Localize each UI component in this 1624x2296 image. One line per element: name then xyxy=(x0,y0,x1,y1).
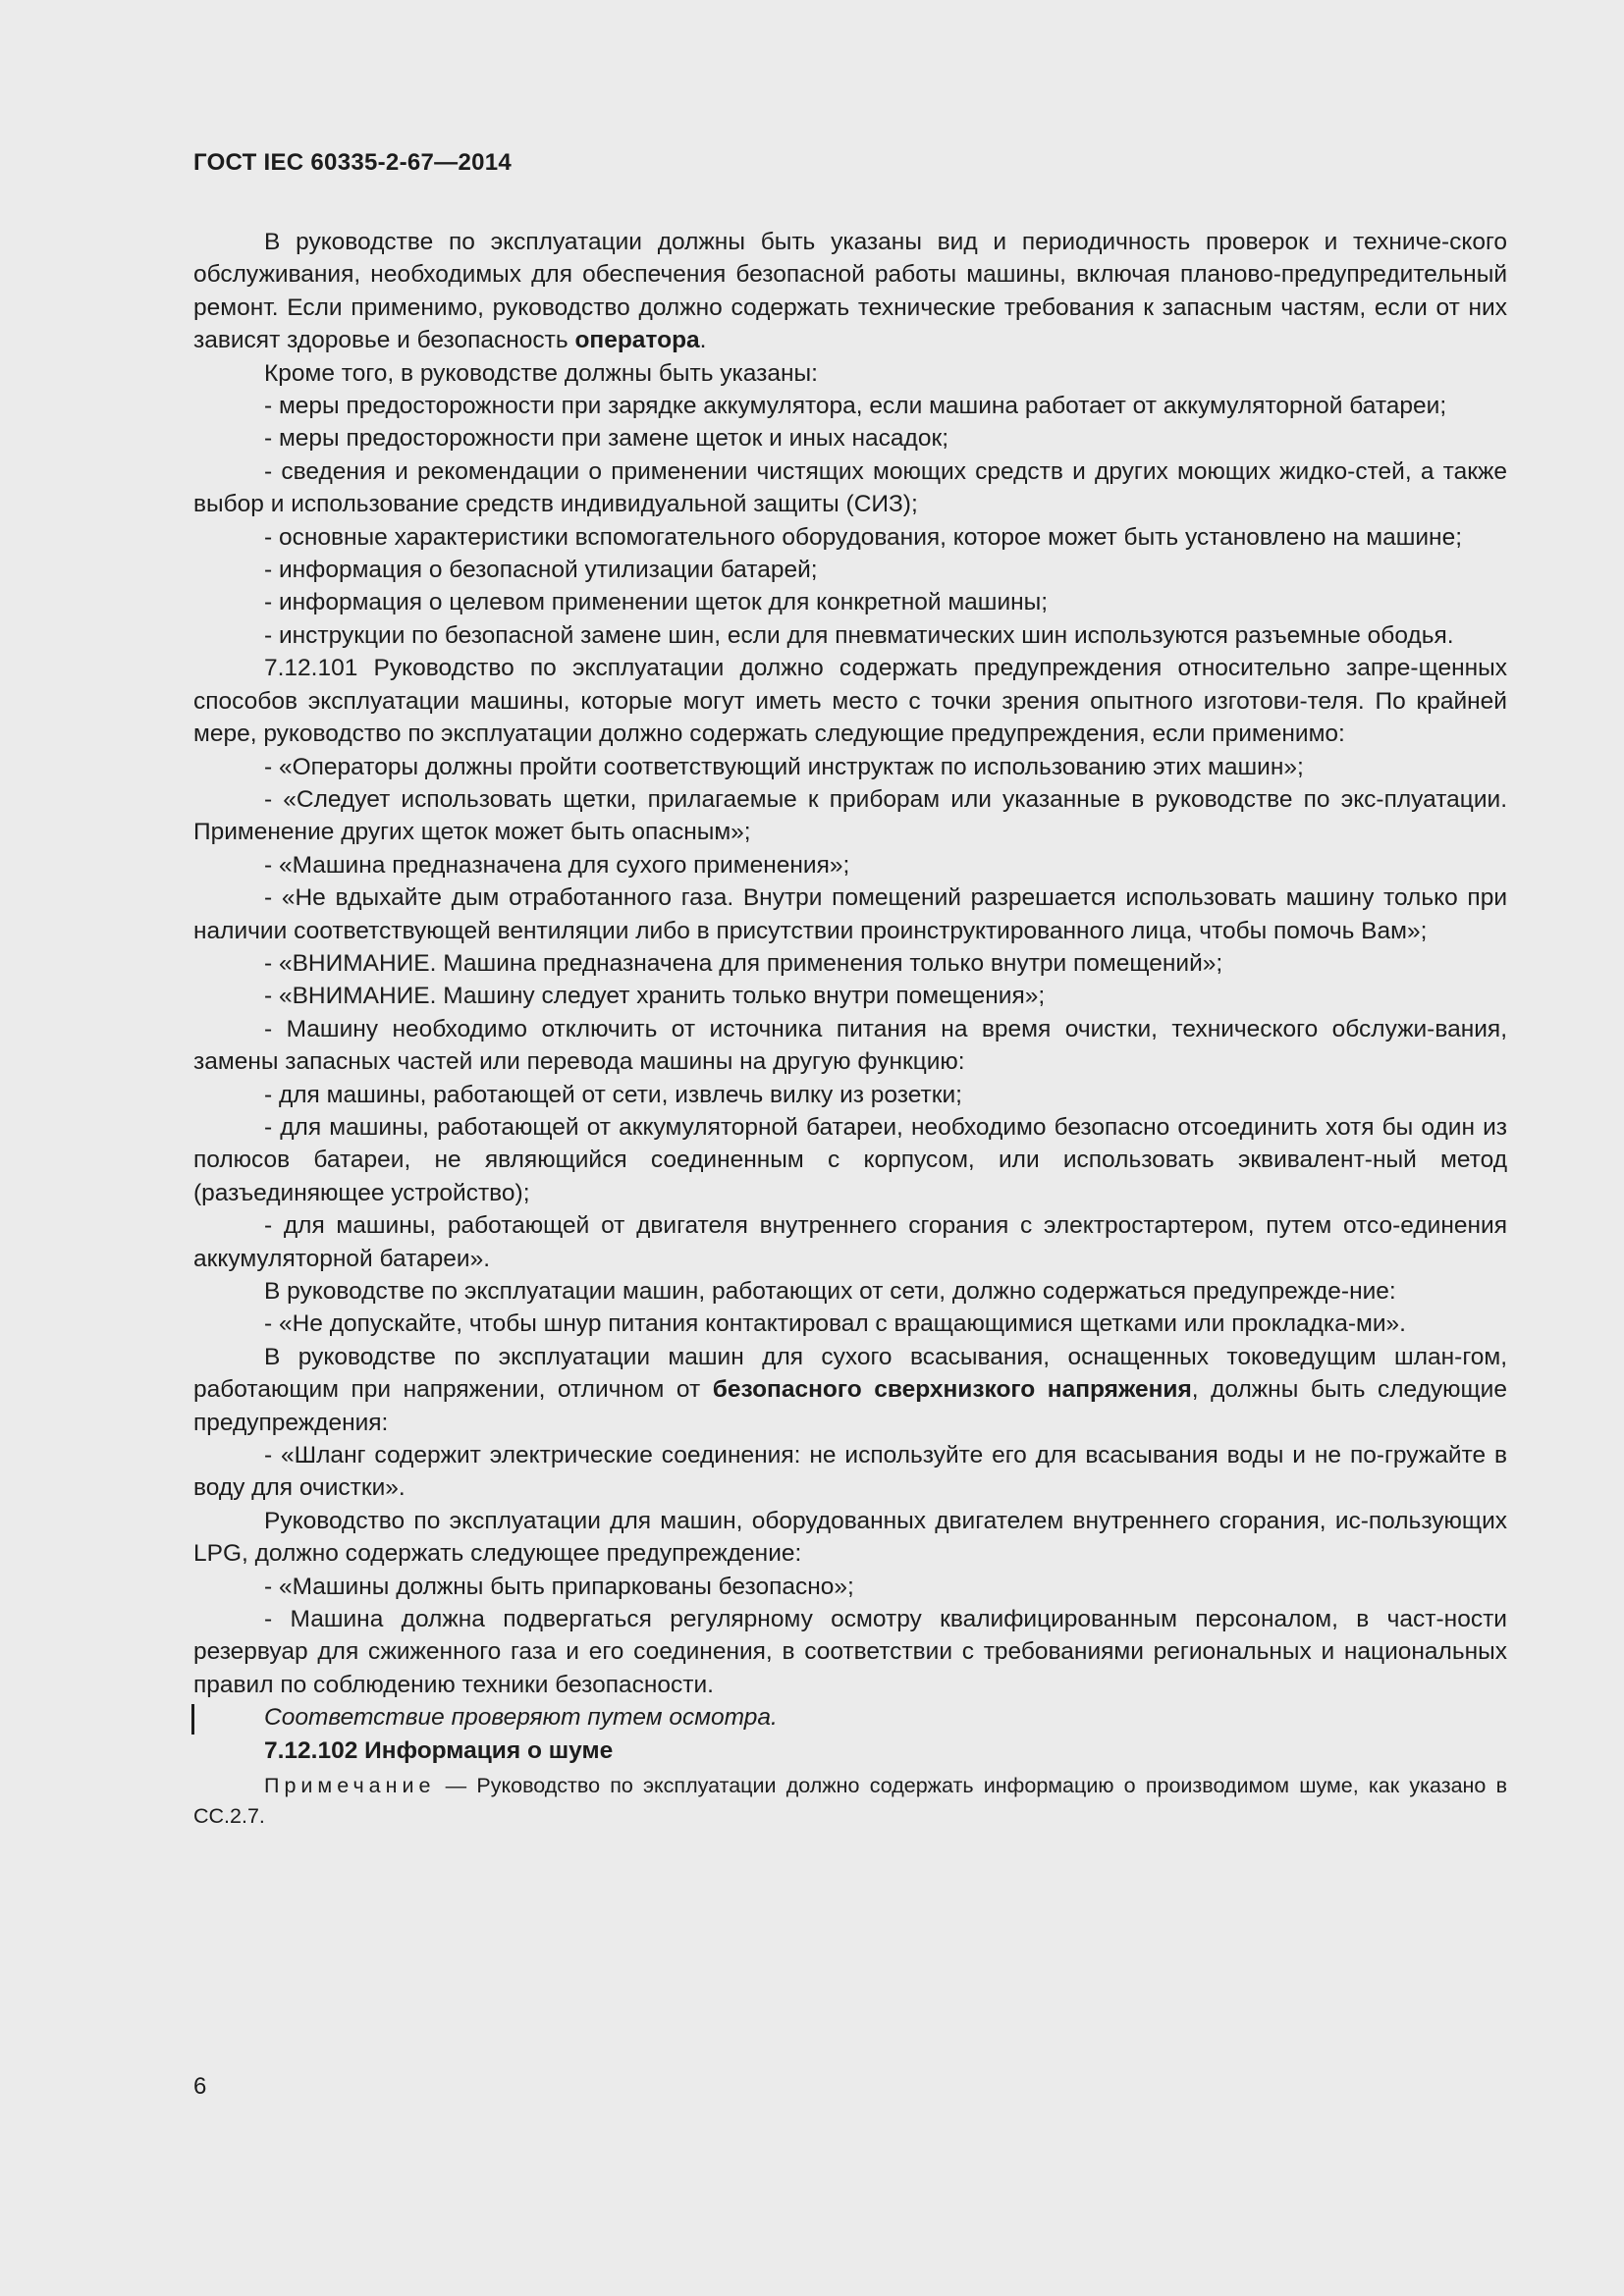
paragraph: В руководстве по эксплуатации машин, работающих от сети, должно содержаться предупрежде-ние: xyxy=(264,1278,1396,1305)
list-item: - «Не допускайте, чтобы шнур питания контактировал с вращающимися щетками или прокладка-ми». xyxy=(264,1310,1406,1338)
list-item: - сведения и рекомендации о применении чистящих моющих средств и других моющих жидко-стей, а также выбор и использование средств индивидуальной защиты (СИЗ); xyxy=(193,457,1507,518)
list-item: - меры предосторожности при зарядке аккумулятора, если машина работает от аккумуляторной батареи; xyxy=(264,393,1447,420)
list-item: - для машины, работающей от сети, извлечь вилку из розетки; xyxy=(264,1081,962,1108)
section-heading: 7.12.102 Информация о шуме xyxy=(264,1736,614,1764)
list-item: - «Следует использовать щетки, прилагаемые к приборам или указанные в руководстве по экс-плуатации. Применение других щеток может быть опасным»; xyxy=(193,785,1507,846)
compliance-statement: Соответствие проверяют путем осмотра. xyxy=(193,1701,1507,1734)
list-item: - Машину необходимо отключить от источника питания на время очистки, технического обслужи-вания, замены запасных частей или перевода машины на другую функцию: xyxy=(193,1015,1507,1076)
list-item: - для машины, работающей от двигателя внутреннего сгорания с электростартером, путем отсо-единения аккумуляторной батареи». xyxy=(193,1212,1507,1272)
list-item: - для машины, работающей от аккумуляторной батареи, необходимо безопасно отсоединить хотя бы один из полюсов батареи, не являющийся соединенным с корпусом, или использовать эквивалент-ный метод (разъединяющее устройство); xyxy=(193,1113,1507,1206)
paragraph: Руководство по эксплуатации для машин, оборудованных двигателем внутреннего сгорания, ис-пользующих LPG, должно содержать следующее предупреждение: xyxy=(193,1507,1507,1568)
list-item: - «Операторы должны пройти соответствующий инструктаж по использованию этих машин»; xyxy=(264,753,1304,780)
list-item: - «ВНИМАНИЕ. Машину следует хранить только внутри помещения»; xyxy=(264,983,1046,1010)
clause-7-12-101: 7.12.101 Руководство по эксплуатации должно содержать предупреждения относительно запре-щенных способов эксплуатации машины, которые могут иметь место с точки зрения опытного изготови-теля. По крайней мере, руководство по эксплуатации должно содержать следующие предупреждения, если применимо: xyxy=(193,655,1507,748)
note: Примечание — Руководство по эксплуатации должно содержать информацию о производимом шуме, как указано в СС.2.7. xyxy=(193,1774,1507,1829)
list-item: - «Машины должны быть припаркованы безопасно»; xyxy=(264,1573,854,1600)
paragraph-1: Кроме того, в руководстве должны быть указаны: xyxy=(264,359,818,387)
list-item: - меры предосторожности при замене щеток и иных насадок; xyxy=(264,425,949,453)
paragraph: В руководстве по эксплуатации машин для сухого всасывания, оснащенных токоведущим шлан-гом, работающим при напряжении, отличном от безопасного сверхнизкого напряжения, должны быть следующие предупреждения: xyxy=(193,1343,1507,1436)
list-item: - Машина должна подвергаться регулярному осмотру квалифицированным персоналом, в част-ности резервуар для сжиженного газа и его соединения, в соответствии с требованиями региональных и национальных правил по соблюдению техники безопасности. xyxy=(193,1606,1507,1698)
change-bar xyxy=(191,1704,194,1735)
paragraph-0: В руководстве по эксплуатации должны быть указаны вид и периодичность проверок и техниче-ского обслуживания, необходимых для обеспечения безопасной работы машины, включая планово-предупредительный ремонт. Если применимо, руководство должно содержать технические требования к запасным частям, если от них зависят здоровье и безопасность оператора. xyxy=(193,229,1507,354)
note-label: Примечание xyxy=(264,1774,436,1798)
list-item: - информация о безопасной утилизации батарей; xyxy=(264,557,818,584)
page-number: 6 xyxy=(193,2073,207,2100)
list-item: - «Шланг содержит электрические соединения: не используйте его для всасывания воды и не по-гружайте в воду для очистки». xyxy=(193,1442,1507,1502)
document-body xyxy=(193,226,1507,1832)
list-item: - информация о целевом применении щеток для конкретной машины; xyxy=(264,589,1049,616)
list-item: - «Не вдыхайте дым отработанного газа. Внутри помещений разрешается использовать машину только при наличии соответствующей вентиляции либо в присутствии проинструктированного лица, чтобы помочь Вам»; xyxy=(193,884,1507,944)
document-header: ГОСТ IEC 60335-2-67—2014 xyxy=(193,149,513,176)
list-item: - основные характеристики вспомогательного оборудования, которое может быть установлено на машине; xyxy=(264,523,1462,551)
list-item: - инструкции по безопасной замене шин, если для пневматических шин используются разъемные ободья. xyxy=(264,621,1454,649)
list-item: - «ВНИМАНИЕ. Машина предназначена для применения только внутри помещений»; xyxy=(264,949,1223,977)
list-item: - «Машина предназначена для сухого применения»; xyxy=(264,851,850,879)
